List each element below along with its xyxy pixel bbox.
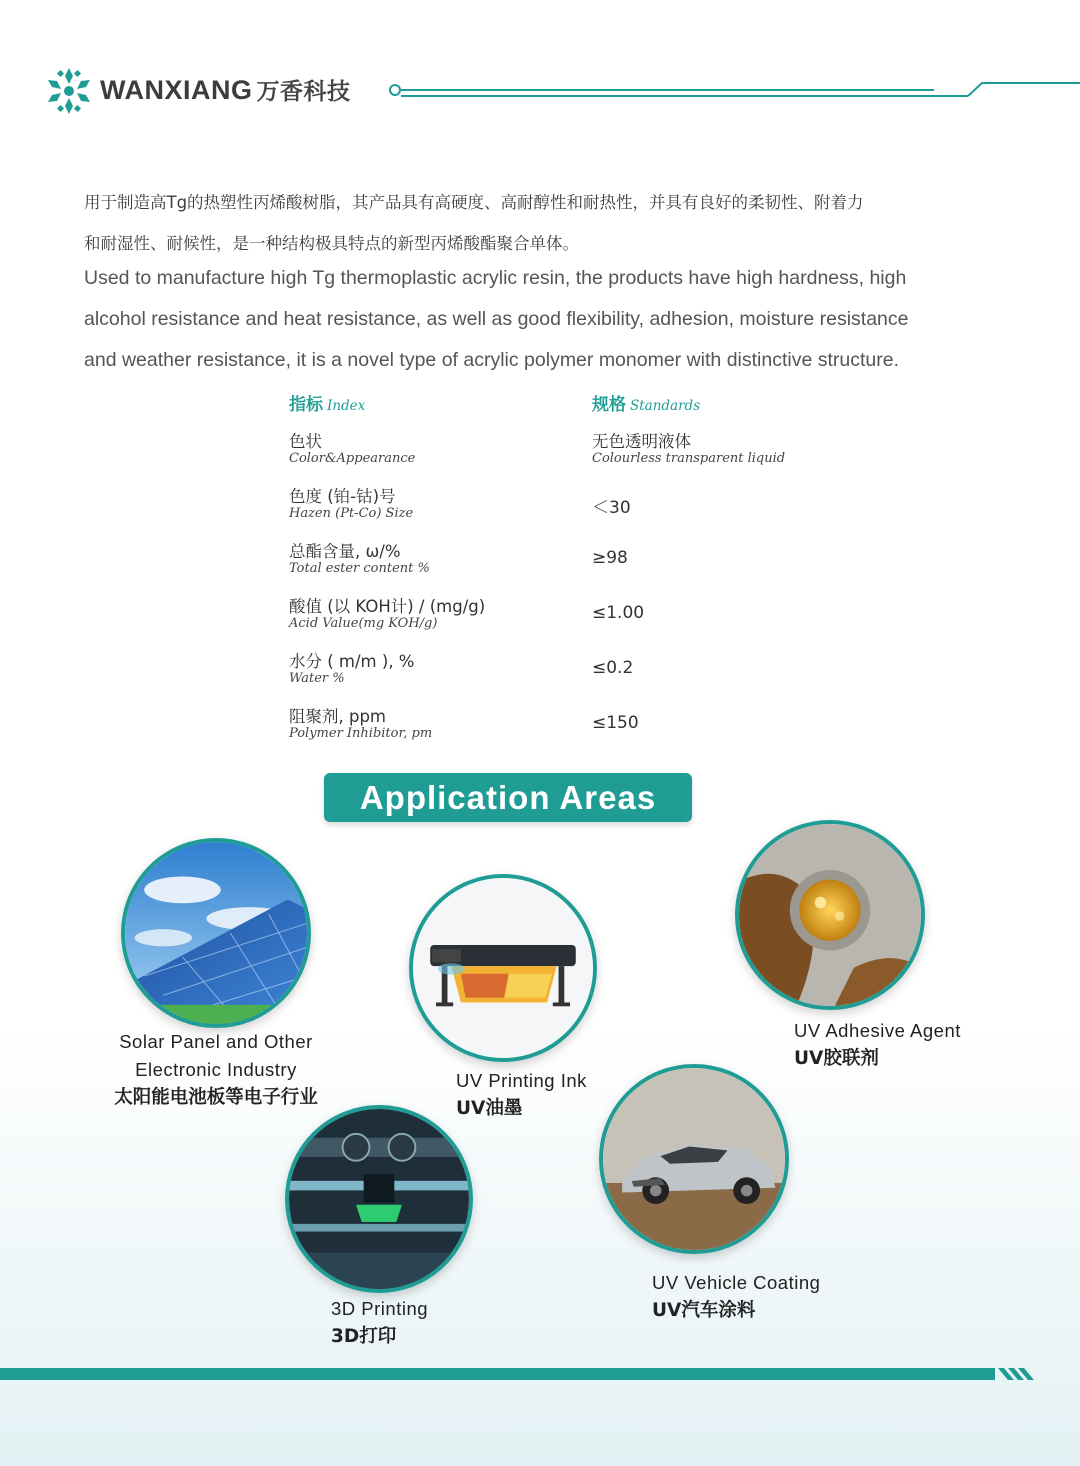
table-row — [289, 640, 849, 695]
uv-printer-image — [409, 874, 597, 1062]
adhesive-tube-icon — [739, 824, 921, 1006]
index-header-cn: 指标 — [289, 395, 323, 415]
intro-cn-line: 用于制造高Tg的热塑性丙烯酸树脂，其产品具有高硬度、高耐醇性和耐热性，并具有良好的柔韧性、附着力 — [84, 193, 864, 212]
index-en: Hazen (Pt-Co) Size — [289, 506, 414, 521]
index-cn: 色状 — [289, 432, 322, 451]
standards-header-en: Standards — [630, 398, 701, 414]
solar-panel-image — [121, 838, 311, 1028]
caption-en: Electronic Industry — [135, 1059, 297, 1080]
caption-en: UV Vehicle Coating — [652, 1272, 821, 1293]
brand-en: WANXIANG — [100, 75, 253, 105]
caption-en: UV Adhesive Agent — [794, 1020, 961, 1041]
brand-cn: 万香科技 — [256, 79, 351, 105]
uv-vehicle-image — [599, 1064, 789, 1254]
caption-cn: UV胶联剂 — [794, 1048, 879, 1069]
caption-cn: 太阳能电池板等电子行业 — [114, 1087, 318, 1108]
header-decorative-line — [386, 76, 1080, 106]
standard-value: ≤0.2 — [592, 658, 634, 678]
3d-printing-image — [285, 1105, 473, 1293]
table-row — [289, 585, 849, 640]
caption-en: 3D Printing — [331, 1298, 429, 1319]
caption-3d-printing — [331, 1295, 428, 1351]
caption-cn: 3D打印 — [331, 1326, 397, 1347]
caption-solar — [96, 1028, 336, 1112]
index-cn: 酸值 (以 KOH计) / (mg/g) — [289, 597, 486, 616]
caption-en: UV Printing Ink — [456, 1070, 587, 1091]
intro-en-line: alcohol resistance and heat resistance, as well as good flexibility, adhesion, moisture resistance — [84, 308, 909, 330]
table-row — [289, 420, 849, 475]
caption-uv-adhesive — [794, 1017, 961, 1073]
standard-value: ≤150 — [592, 713, 639, 733]
caption-uv-ink — [456, 1067, 587, 1123]
standards-header-cn: 规格 — [592, 395, 626, 415]
intro-chinese — [84, 182, 1004, 264]
table-row — [289, 695, 849, 750]
table-row — [289, 530, 849, 585]
index-cn: 色度 (铂-钴)号 — [289, 487, 396, 506]
intro-en-line: Used to manufacture high Tg thermoplastic acrylic resin, the products have high hardness, high — [84, 267, 907, 289]
standard-cn: 无色透明液体 — [592, 432, 691, 451]
caption-uv-vehicle — [652, 1269, 820, 1325]
intro-english — [84, 258, 1014, 381]
sports-car-icon — [603, 1068, 785, 1250]
caption-en: Solar Panel and Other — [119, 1031, 313, 1052]
table-row — [289, 475, 849, 530]
brand-name — [100, 73, 351, 106]
index-en: Acid Value(mg KOH/g) — [289, 616, 438, 631]
printer-icon — [413, 878, 593, 1058]
index-en: Total ester content % — [289, 561, 430, 576]
standard-en: Colourless transparent liquid — [592, 451, 786, 466]
standard-value: ≤1.00 — [592, 603, 645, 623]
index-en: Water % — [289, 671, 345, 686]
header — [44, 66, 1080, 116]
index-header-en: Index — [327, 398, 366, 414]
uv-adhesive-image — [735, 820, 925, 1010]
index-en: Color&Appearance — [289, 451, 416, 466]
caption-cn: UV油墨 — [456, 1098, 523, 1119]
index-en: Polymer Inhibitor, pm — [289, 726, 433, 741]
standard-value: ＜30 — [592, 498, 631, 518]
intro-en-line: and weather resistance, it is a novel type of acrylic polymer monomer with distinctive structure. — [84, 349, 900, 371]
standards-header — [592, 390, 700, 415]
index-header — [289, 390, 365, 415]
index-cn: 总酯含量, ω/% — [289, 542, 401, 561]
snowflake-logo-icon — [44, 66, 94, 116]
solar-panel-icon — [125, 842, 307, 1024]
index-cn: 阻聚剂, ppm — [289, 707, 387, 726]
caption-cn: UV汽车涂料 — [652, 1300, 756, 1321]
3d-printer-icon — [289, 1109, 469, 1289]
intro-cn-line: 和耐湿性、耐候性，是一种结构极具特点的新型丙烯酸酯聚合单体。 — [84, 234, 579, 253]
bottom-decorative-bar — [0, 1368, 1036, 1380]
application-areas-title: Application Areas — [324, 773, 692, 822]
spec-table — [289, 390, 849, 750]
index-cn: 水分 ( m/m ), % — [289, 652, 415, 671]
standard-value: ≥98 — [592, 548, 628, 568]
spec-table-header — [289, 390, 849, 420]
